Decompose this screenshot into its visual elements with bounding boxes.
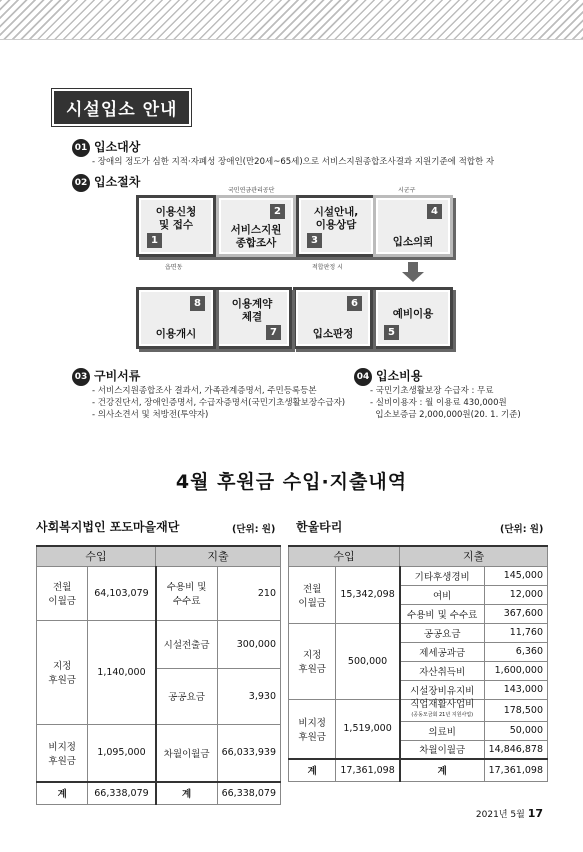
right-out-label-5: 제세공과금 <box>400 642 484 661</box>
left-out-amt-2: 300,000 <box>217 620 280 668</box>
page-number: 17 <box>527 807 543 820</box>
left-total-in: 66,338,079 <box>88 782 156 804</box>
section-01-desc: - 장애의 정도가 심한 지적·자폐성 장애인(만20세~65세)으로 서비스지원종합조사결과 지원기준에 적합한 자 <box>92 157 495 167</box>
right-out-amt-2: 12,000 <box>484 585 547 604</box>
step-8-number: 8 <box>190 296 205 311</box>
left-table-title: 사회복지법인 포도마을재단 <box>36 520 180 534</box>
right-out-label-2: 여비 <box>400 585 484 604</box>
left-out-label-4: 차월이월금 <box>156 724 217 782</box>
right-out-amt-8: 178,500 <box>484 699 547 721</box>
left-total-out: 66,338,079 <box>217 782 280 804</box>
section-02-number: 02 <box>72 174 90 192</box>
left-in-amt-1: 64,103,079 <box>88 566 156 620</box>
step-7-label: 이용계약 체결 <box>231 298 273 323</box>
right-total-in: 17,361,098 <box>336 759 400 781</box>
right-out-amt-1: 145,000 <box>484 566 547 585</box>
right-total-label-out: 계 <box>400 759 484 781</box>
section-04-line-1: - 국민기초생활보장 수급자 : 무료 <box>370 386 494 396</box>
arrow-down-icon <box>402 272 424 282</box>
right-in-amt-3: 1,519,000 <box>336 699 400 759</box>
right-total-out: 17,361,098 <box>484 759 547 781</box>
left-in-label-1: 전월 이월금 <box>37 566 88 620</box>
right-out-label-4: 공공요금 <box>400 623 484 642</box>
right-out-amt-7: 143,000 <box>484 680 547 699</box>
step-2-label: 서비스지원 종합조사 <box>230 224 282 249</box>
right-in-amt-1: 15,342,098 <box>336 566 400 623</box>
right-out-amt-3: 367,600 <box>484 604 547 623</box>
donation-heading: 4월 후원금 수입·지출내역 <box>175 471 408 493</box>
left-in-label-2: 지정 후원금 <box>37 620 88 724</box>
step-1-number: 1 <box>147 233 162 248</box>
step-5-label: 예비이용 <box>392 308 434 320</box>
step-1 <box>136 195 216 257</box>
left-total-label-out: 계 <box>156 782 217 804</box>
right-table-title: 한울타리 <box>296 520 343 534</box>
right-out-label-8-main: 직업재활사업비 <box>410 699 475 710</box>
right-out-label-8-sub: (공동모금회 21년 지원사업) <box>411 712 474 718</box>
left-header-income: 수입 <box>37 546 156 566</box>
right-out-label-10: 차월이월금 <box>400 740 484 759</box>
step-6 <box>293 287 373 349</box>
step-7 <box>212 287 292 349</box>
left-out-amt-4: 66,033,939 <box>217 724 280 782</box>
right-out-label-3: 수용비 및 수수료 <box>400 604 484 623</box>
section-04-line-2: - 실비이용자 : 월 이용료 430,000원 <box>370 398 507 408</box>
step-2-note: 국민연금관리공단 <box>228 187 275 194</box>
section-03-number: 03 <box>72 368 90 386</box>
right-out-label-8 <box>400 699 484 721</box>
step-8 <box>136 287 216 349</box>
right-out-amt-6: 1,600,000 <box>484 661 547 680</box>
left-table-unit: (단위: 원) <box>232 524 276 535</box>
footer-date: 2021년 5월 <box>475 810 525 820</box>
right-out-amt-4: 11,760 <box>484 623 547 642</box>
left-out-label-3: 공공요금 <box>156 668 217 724</box>
step-4 <box>373 195 453 257</box>
step-2 <box>216 195 296 257</box>
step-3 <box>296 195 376 257</box>
left-out-label-1: 수용비 및 수수료 <box>156 566 217 620</box>
header-hatch-band <box>0 0 583 40</box>
section-04 <box>354 367 422 386</box>
right-table-unit: (단위: 원) <box>500 524 544 535</box>
step-4-number: 4 <box>427 204 442 219</box>
section-03-line-2: - 건강진단서, 장애인증명서, 수급자증명서(국민기초생활보장수급자) <box>92 398 346 408</box>
left-out-label-2: 시설전출금 <box>156 620 217 668</box>
step-1-label: 이용신청 및 접수 <box>155 206 197 231</box>
right-out-amt-5: 6,360 <box>484 642 547 661</box>
step-5-number: 5 <box>384 325 399 340</box>
right-in-label-2: 지정 후원금 <box>289 623 336 699</box>
footer <box>476 807 543 820</box>
step-8-label: 이용개시 <box>155 328 197 340</box>
section-01-number: 01 <box>72 139 90 157</box>
step-3-note: 적합판정 시 <box>312 264 343 271</box>
left-header-expense: 지출 <box>156 546 281 566</box>
left-out-amt-1: 210 <box>217 566 280 620</box>
right-total-label: 계 <box>289 759 336 781</box>
section-01 <box>72 138 140 157</box>
left-in-amt-2: 1,140,000 <box>88 620 156 724</box>
section-03-line-1: - 서비스지원종합조사 결과서, 가족관계증명서, 주민등록등본 <box>92 386 317 396</box>
left-total-label: 계 <box>37 782 88 804</box>
section-02 <box>72 173 140 192</box>
section-03-line-3: - 의사소견서 및 처방전(투약자) <box>92 410 209 420</box>
section-02-title: 입소절차 <box>94 175 141 189</box>
step-7-number: 7 <box>266 325 281 340</box>
section-01-title: 입소대상 <box>94 140 141 154</box>
left-in-amt-3: 1,095,000 <box>88 724 156 782</box>
left-in-label-3: 비지정 후원금 <box>37 724 88 782</box>
right-out-label-9: 의료비 <box>400 721 484 740</box>
left-out-amt-3: 3,930 <box>217 668 280 724</box>
right-header-expense: 지출 <box>400 546 548 566</box>
step-6-label: 입소판정 <box>312 328 354 340</box>
right-header-income: 수입 <box>289 546 400 566</box>
right-table <box>288 545 548 782</box>
right-in-amt-2: 500,000 <box>336 623 400 699</box>
step-3-label: 시설안내, 이용상담 <box>313 206 359 231</box>
left-table <box>36 545 281 805</box>
section-03 <box>72 367 140 386</box>
right-in-label-3: 비지정 후원금 <box>289 699 336 759</box>
step-2-number: 2 <box>270 204 285 219</box>
step-5 <box>373 287 453 349</box>
section-04-number: 04 <box>354 368 372 386</box>
right-out-label-1: 기타후생경비 <box>400 566 484 585</box>
step-1-note: 읍면동 <box>165 264 183 271</box>
section-title: 시설입소 안내 <box>52 89 191 126</box>
right-in-label-1: 전월 이월금 <box>289 566 336 623</box>
step-4-label: 입소의뢰 <box>392 236 434 248</box>
right-out-label-7: 시설장비유지비 <box>400 680 484 699</box>
section-04-title: 입소비용 <box>376 369 423 383</box>
step-4-note: 시군구 <box>398 187 416 194</box>
step-6-number: 6 <box>347 296 362 311</box>
right-out-amt-10: 14,846,878 <box>484 740 547 759</box>
right-out-label-6: 자산취득비 <box>400 661 484 680</box>
right-out-amt-9: 50,000 <box>484 721 547 740</box>
section-04-line-3: 입소보증금 2,000,000원(20. 1. 기준) <box>370 410 521 420</box>
step-3-number: 3 <box>307 233 322 248</box>
section-03-title: 구비서류 <box>94 369 141 383</box>
